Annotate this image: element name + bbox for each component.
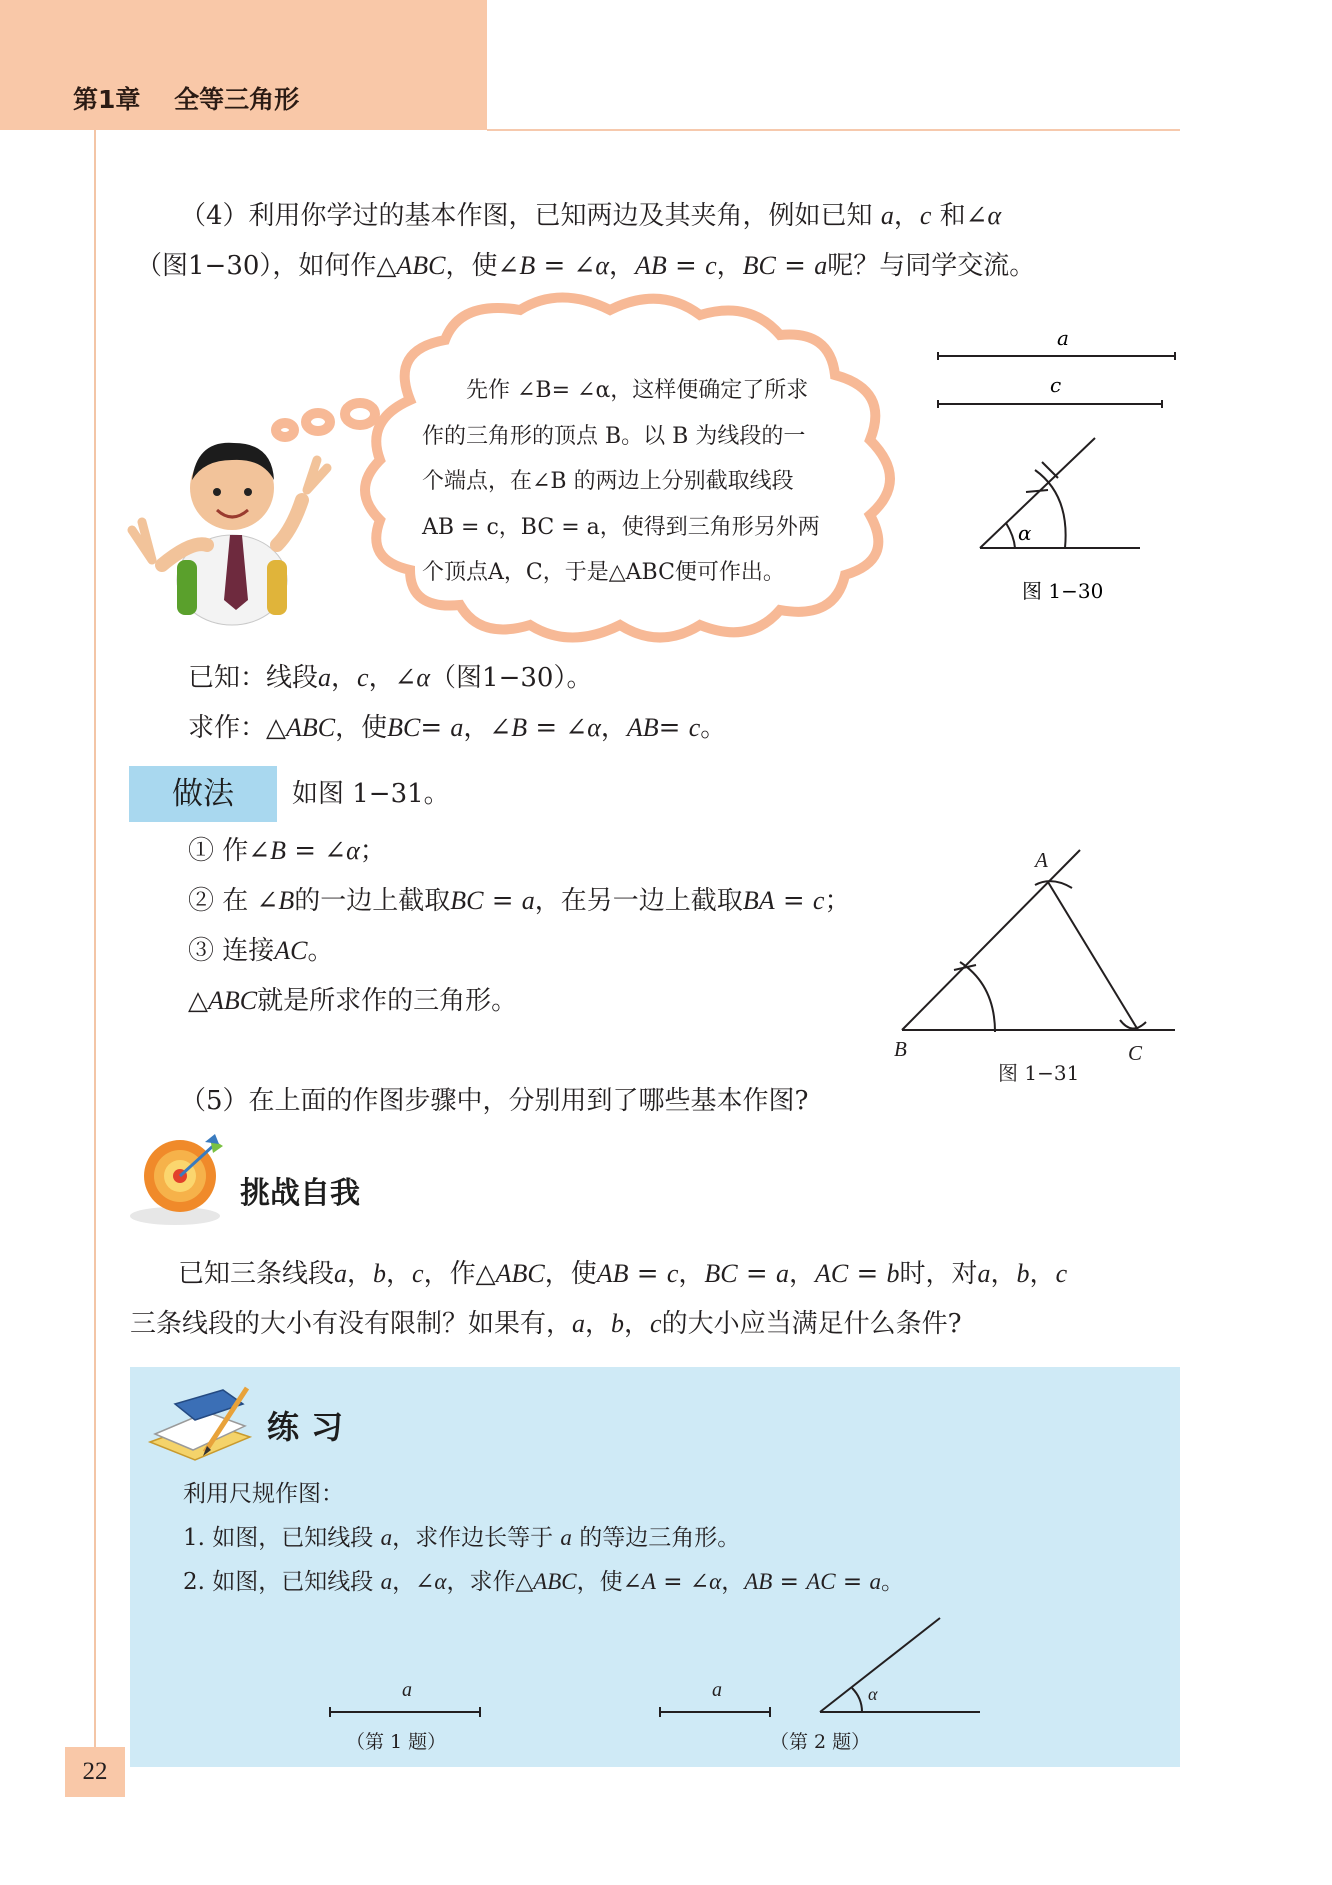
fig30-label-c: c bbox=[1050, 373, 1062, 397]
practice-fig1-label-a: a bbox=[402, 1679, 412, 1701]
practice-figure-1 bbox=[320, 1670, 500, 1760]
construct-line: 求作：△ABC，使BC= a，∠B = ∠α，AB= c。 bbox=[188, 713, 727, 743]
header-rule bbox=[487, 129, 1180, 131]
practice-question-2: 2. 如图，已知线段 a，∠α，求作△ABC，使∠A = ∠α，AB = AC = a。 bbox=[183, 1569, 904, 1595]
challenge-title: 挑战自我 bbox=[240, 1176, 360, 1211]
cloud-line: AB = c，BC = a，使得到三角形另外两 bbox=[422, 514, 820, 540]
cloud-line: 先作 ∠B= ∠α，这样便确定了所求 bbox=[422, 378, 809, 403]
fig30-label-a: a bbox=[1057, 326, 1069, 350]
method-intro: 如图 1−31。 bbox=[292, 779, 450, 809]
paragraph-4-line-1: （4）利用你学过的基本作图，已知两边及其夹角，例如已知 a，c 和∠α bbox=[180, 201, 1002, 231]
figure-1-31 bbox=[880, 840, 1180, 1100]
side-ac-line bbox=[1048, 882, 1138, 1030]
practice-figure-2 bbox=[650, 1612, 990, 1762]
challenge-line-1: 已知三条线段a，b，c，作△ABC，使AB = c，BC = a，AC = b时，对a，b，c bbox=[178, 1259, 1068, 1289]
practice-title: 练习 bbox=[267, 1408, 356, 1446]
paragraph-5: （5）在上面的作图步骤中，分别用到了哪些基本作图? bbox=[180, 1086, 809, 1116]
fig31-label-C: C bbox=[1128, 1041, 1143, 1065]
angle-ray bbox=[980, 438, 1095, 548]
practice-fig1-caption: （第 1 题） bbox=[346, 1731, 447, 1753]
paragraph-4-line-2: （图1−30），如何作△ABC，使∠B = ∠α，AB = c，BC = a呢？与同学交流。 bbox=[136, 251, 1036, 281]
challenge-line-2: 三条线段的大小有没有限制？如果有，a，b，c的大小应当满足什么条件? bbox=[130, 1309, 962, 1339]
cloud-text bbox=[422, 368, 892, 596]
books-pencil-icon bbox=[145, 1382, 255, 1467]
method-conclusion: △ABC就是所求作的三角形。 bbox=[188, 986, 518, 1016]
practice-fig2-label-alpha: α bbox=[868, 1684, 878, 1704]
practice-question-1: 1. 如图，已知线段 a，求作边长等于 a 的等边三角形。 bbox=[183, 1525, 741, 1551]
fig31-caption: 图 1−31 bbox=[998, 1061, 1080, 1085]
fig31-label-B: B bbox=[894, 1037, 907, 1061]
arc-point-a bbox=[1035, 881, 1072, 888]
method-label: 做法 bbox=[129, 766, 277, 822]
chapter-title: 第1章 全等三角形 bbox=[73, 85, 300, 114]
page-number: 22 bbox=[65, 1747, 125, 1797]
fig30-caption: 图 1−30 bbox=[1022, 579, 1104, 603]
angle-alpha-arc bbox=[1006, 523, 1015, 548]
method-step-2: ② 在 ∠B的一边上截取BC = a，在另一边上截取BA = c； bbox=[188, 886, 851, 916]
figure-1-30 bbox=[930, 320, 1180, 620]
margin-rule bbox=[94, 130, 96, 1750]
cloud-line: 个顶点A，C，于是△ABC便可作出。 bbox=[422, 560, 785, 585]
method-step-1: ① 作∠B = ∠α； bbox=[188, 836, 386, 866]
practice-fig2-angle-ray bbox=[820, 1618, 940, 1712]
practice-fig2-alpha-arc bbox=[852, 1688, 862, 1712]
method-step-3: ③ 连接AC。 bbox=[188, 936, 334, 966]
cloud-line: 个端点，在∠B 的两边上分别截取线段 bbox=[422, 469, 794, 494]
target-icon bbox=[125, 1128, 235, 1228]
practice-fig2-caption: （第 2 题） bbox=[770, 1731, 871, 1753]
arc-angle-b bbox=[960, 962, 995, 1032]
fig31-label-A: A bbox=[1035, 848, 1048, 872]
practice-intro: 利用尺规作图： bbox=[183, 1481, 344, 1507]
fig30-label-alpha: α bbox=[1018, 521, 1032, 545]
given-line: 已知：线段a，c，∠α（图1−30）。 bbox=[188, 663, 593, 693]
practice-fig2-label-a: a bbox=[712, 1679, 722, 1701]
cloud-line: 作的三角形的顶点 B。以 B 为线段的一 bbox=[422, 423, 806, 449]
